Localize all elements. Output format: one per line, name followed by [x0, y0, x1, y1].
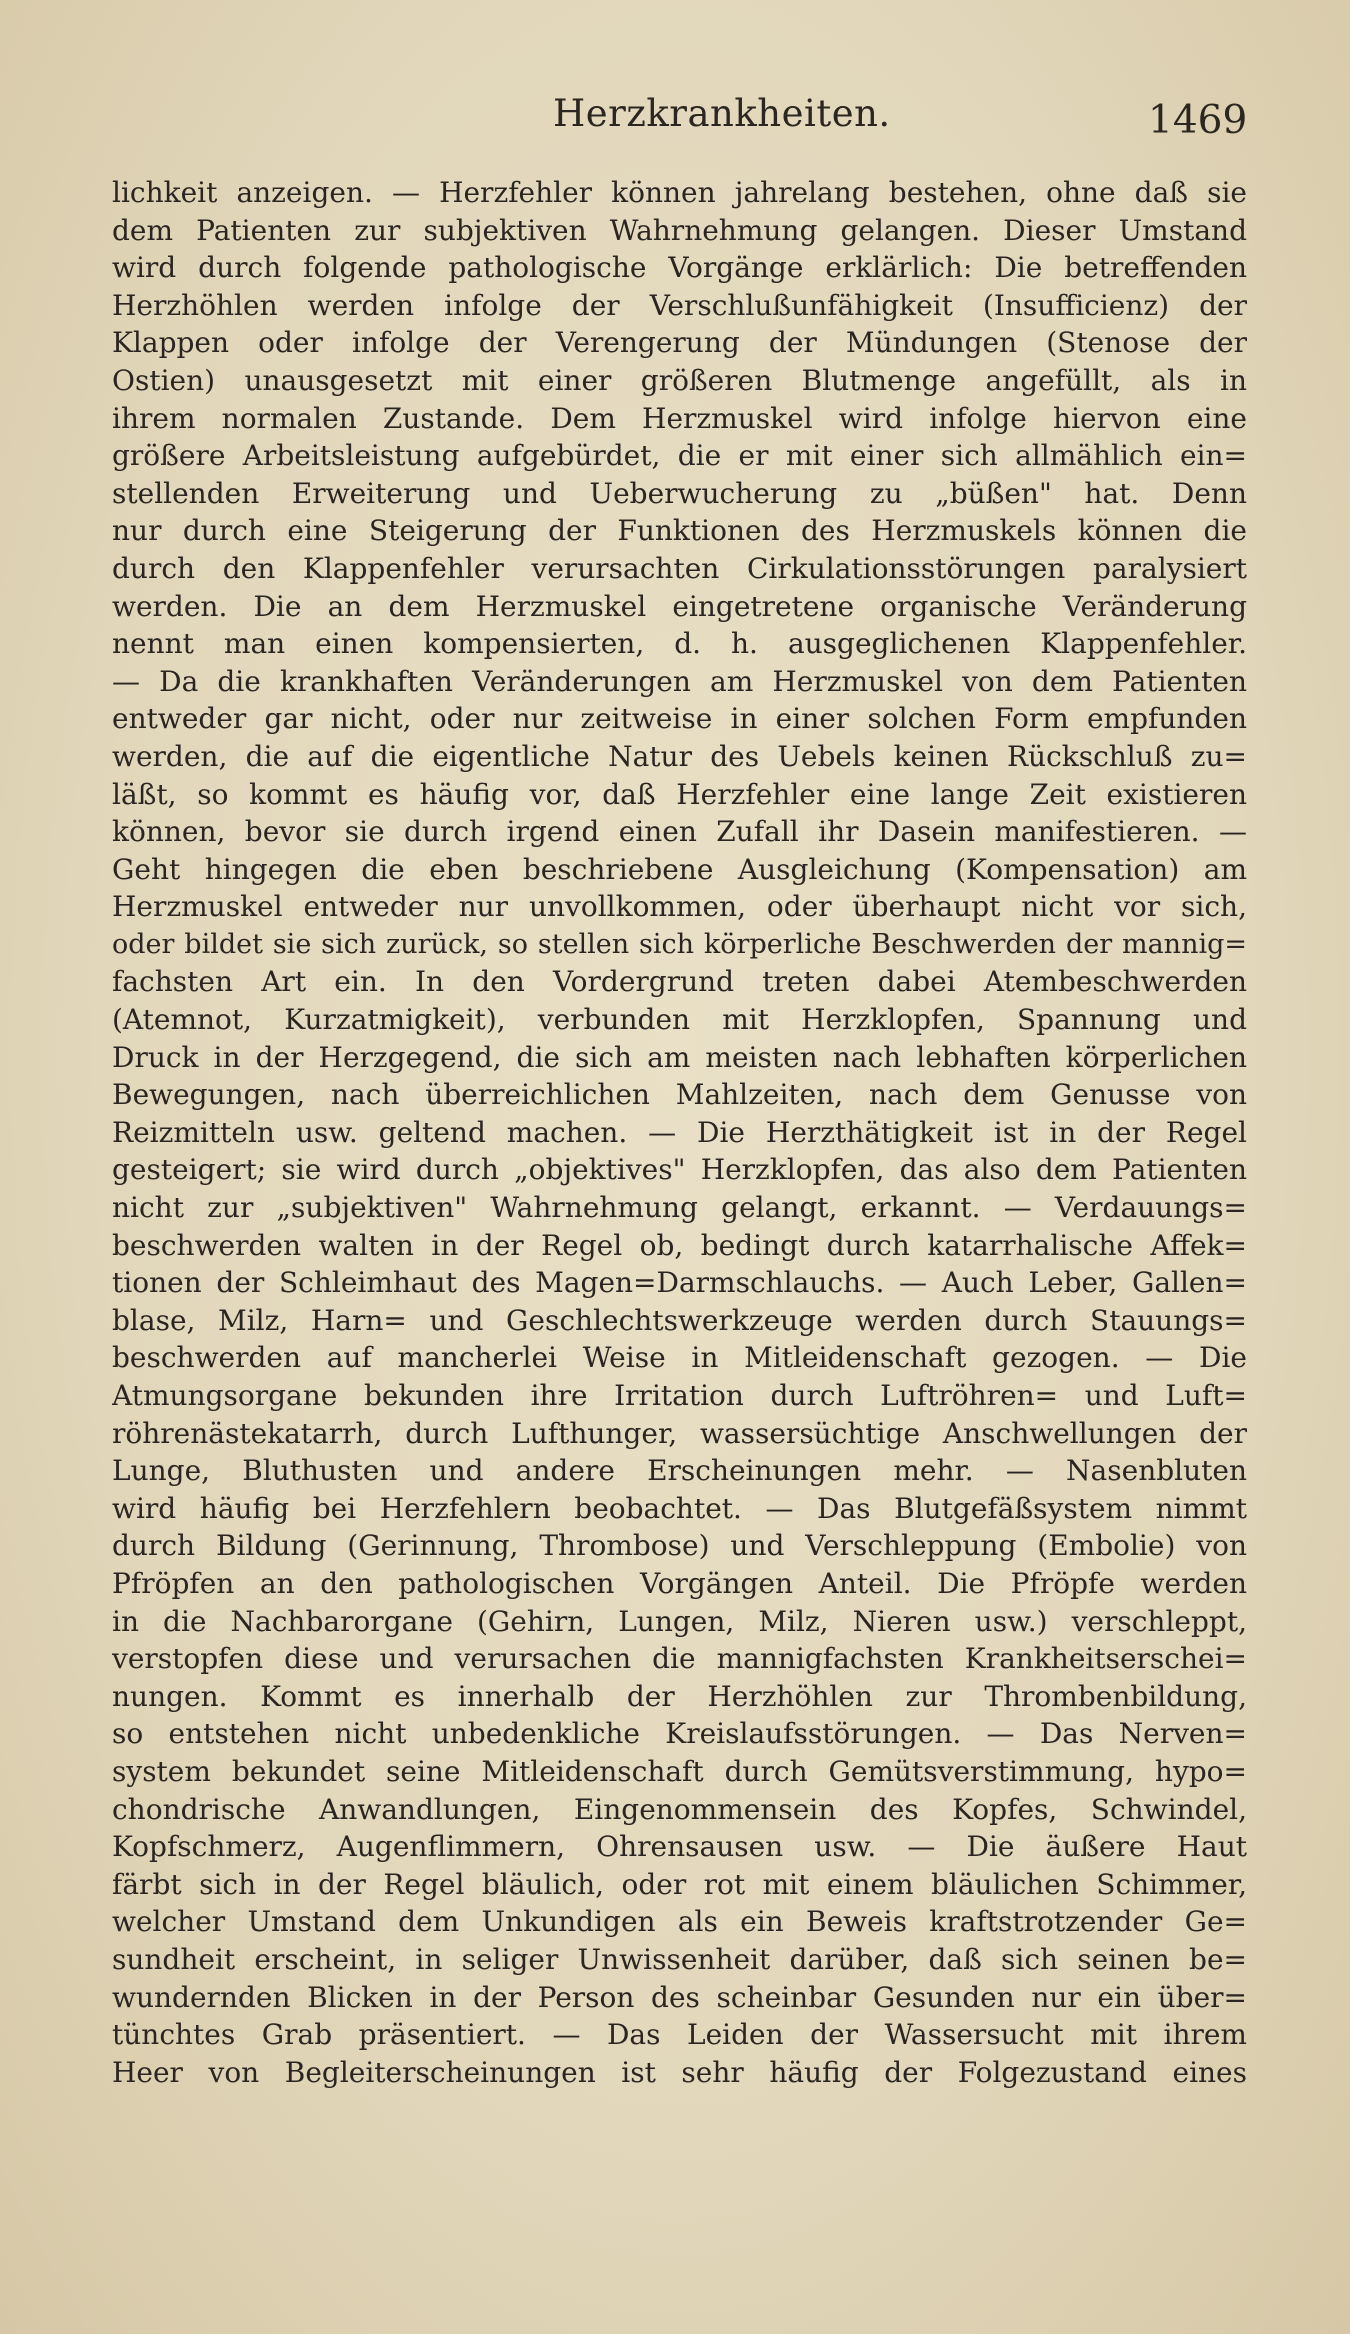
text-line: Kopfschmerz, Augenflimmern, Ohrensausen usw. — Die äußere Haut	[112, 1830, 1247, 1864]
text-line: lichkeit anzeigen. — Herzfehler können jahrelang bestehen, ohne daß sie	[112, 176, 1247, 209]
text-line: entweder gar nicht, oder nur zeitweise in einer solchen Form empfunden	[112, 702, 1247, 736]
text-line: Klappen oder infolge der Verengerung der Mündungen (Stenose der	[112, 326, 1247, 360]
text-line: system bekundet seine Mitleidenschaft durch Gemütsverstimmung, hypo=	[112, 1754, 1247, 1788]
text-line: Atmungsorgane bekunden ihre Irritation durch Luftröhren= und Luft=	[112, 1379, 1247, 1412]
text-line: fachsten Art ein. In den Vordergrund treten dabei Atembeschwerden	[112, 965, 1247, 999]
text-line: nennt man einen kompensierten, d. h. ausgeglichenen Klappenfehler.	[112, 627, 1247, 661]
text-line: tionen der Schleimhaut des Magen=Darmschlauchs. — Auch Leber, Gallen=	[112, 1266, 1247, 1300]
text-line: nur durch eine Steigerung der Funktionen des Herzmuskels können die	[112, 514, 1247, 548]
text-line: Reizmitteln usw. geltend machen. — Die Herzthätigkeit ist in der Regel	[112, 1115, 1247, 1149]
text-line: — Da die krankhaften Veränderungen am Herzmuskel von dem Patienten	[112, 664, 1247, 698]
text-line: röhrenästekatarrh, durch Lufthunger, wassersüchtige Anschwellungen der	[112, 1416, 1247, 1450]
text-line: durch Bildung (Gerinnung, Thrombose) und Verschleppung (Embolie) von	[112, 1529, 1247, 1563]
text-line: gesteigert; sie wird durch „objektives" Herzklopfen, das also dem Patienten	[112, 1153, 1247, 1187]
text-line: dem Patienten zur subjektiven Wahrnehmung gelangen. Dieser Umstand	[112, 213, 1247, 247]
text-line: wird häufig bei Herzfehlern beobachtet. — Das Blutgefäßsystem nimmt	[112, 1491, 1247, 1525]
text-line: (Atemnot, Kurzatmigkeit), verbunden mit Herzklopfen, Spannung und	[112, 1003, 1247, 1037]
running-header-title: Herzkrankheiten.	[553, 92, 891, 135]
text-line: blase, Milz, Harn= und Geschlechtswerkzeuge werden durch Stauungs=	[112, 1303, 1247, 1337]
text-line: in die Nachbarorgane (Gehirn, Lungen, Milz, Nieren usw.) verschleppt,	[112, 1604, 1247, 1638]
text-line: Druck in der Herzgegend, die sich am meisten nach lebhaften körperlichen	[112, 1040, 1247, 1074]
text-line: stellenden Erweiterung und Ueberwucherung zu „büßen" hat. Denn	[112, 476, 1247, 510]
page-number: 1469	[1148, 98, 1248, 143]
text-line: nicht zur „subjektiven" Wahrnehmung gelangt, erkannt. — Verdauungs=	[112, 1191, 1247, 1225]
text-line: so entstehen nicht unbedenkliche Kreislaufsstörungen. — Das Nerven=	[112, 1717, 1247, 1751]
text-line: durch den Klappenfehler verursachten Cirkulationsstörungen paralysiert	[112, 551, 1247, 585]
text-line: nungen. Kommt es innerhalb der Herzhöhlen zur Thrombenbildung,	[112, 1679, 1247, 1713]
text-line: werden, die auf die eigentliche Natur des Uebels keinen Rückschluß zu=	[112, 739, 1247, 773]
text-line: beschwerden auf mancherlei Weise in Mitleidenschaft gezogen. — Die	[112, 1341, 1247, 1375]
text-line: Bewegungen, nach überreichlichen Mahlzeiten, nach dem Genusse von	[112, 1078, 1247, 1112]
text-line: läßt, so kommt es häufig vor, daß Herzfehler eine lange Zeit existieren	[112, 777, 1247, 811]
text-line: Pfröpfen an den pathologischen Vorgängen Anteil. Die Pfröpfe werden	[112, 1566, 1247, 1600]
text-line: Herzmuskel entweder nur unvollkommen, oder überhaupt nicht vor sich,	[112, 890, 1247, 924]
text-line: tünchtes Grab präsentiert. — Das Leiden der Wassersucht mit ihrem	[112, 2018, 1247, 2052]
text-line: werden. Die an dem Herzmuskel eingetretene organische Veränderung	[112, 589, 1247, 623]
text-line: größere Arbeitsleistung aufgebürdet, die er mit einer sich allmählich ein=	[112, 439, 1247, 473]
text-line: sundheit erscheint, in seliger Unwissenheit darüber, daß sich seinen be=	[112, 1942, 1247, 1976]
text-line: oder bildet sie sich zurück, so stellen sich körperliche Beschwerden der mannig=	[112, 928, 1247, 960]
text-line: Lunge, Bluthusten und andere Erscheinungen mehr. — Nasenbluten	[112, 1454, 1247, 1488]
text-line: welcher Umstand dem Unkundigen als ein Beweis kraftstrotzender Ge=	[112, 1905, 1247, 1939]
text-line: Geht hingegen die eben beschriebene Ausgleichung (Kompensation) am	[112, 852, 1247, 886]
body-text	[112, 174, 1247, 2091]
text-line: verstopfen diese und verursachen die mannigfachsten Krankheitserschei=	[112, 1642, 1247, 1676]
text-line: Heer von Begleiterscheinungen ist sehr häufig der Folgezustand eines	[112, 2055, 1247, 2089]
text-line: beschwerden walten in der Regel ob, bedingt durch katarrhalische Affek=	[112, 1228, 1247, 1262]
text-line: wird durch folgende pathologische Vorgänge erklärlich: Die betreffenden	[112, 251, 1247, 285]
text-line: chondrische Anwandlungen, Eingenommensein des Kopfes, Schwindel,	[112, 1792, 1247, 1826]
text-line: färbt sich in der Regel bläulich, oder rot mit einem bläulichen Schimmer,	[112, 1867, 1247, 1901]
text-line: ihrem normalen Zustande. Dem Herzmuskel wird infolge hiervon eine	[112, 401, 1247, 435]
text-line: Ostien) unausgesetzt mit einer größeren Blutmenge angefüllt, als in	[112, 363, 1247, 397]
text-line: können, bevor sie durch irgend einen Zufall ihr Dasein manifestieren. —	[112, 815, 1247, 849]
text-line: Herzhöhlen werden infolge der Verschlußunfähigkeit (Insufficienz) der	[112, 288, 1247, 322]
text-line: wundernden Blicken in der Person des scheinbar Gesunden nur ein über=	[112, 1980, 1247, 2014]
